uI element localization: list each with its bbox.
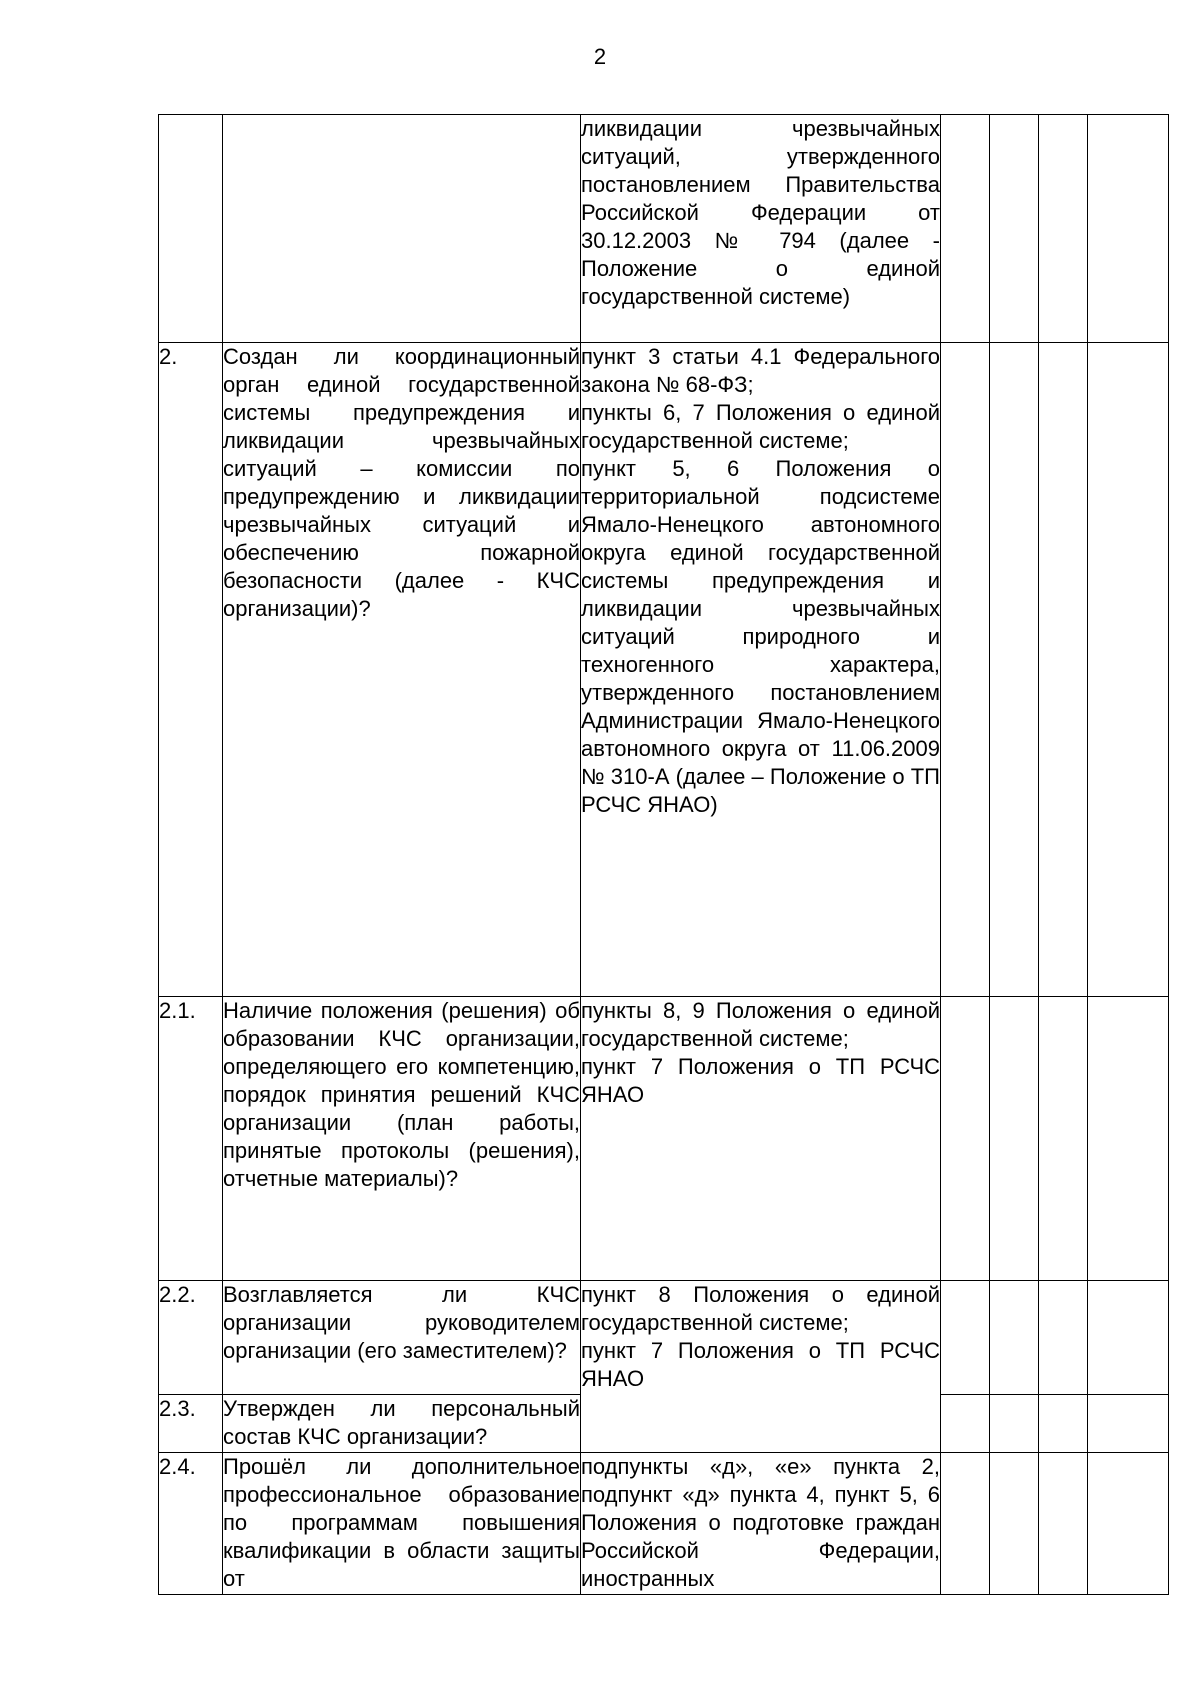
reference-paragraph: пункты 8, 9 Положения о единой государственной системе; [581, 998, 940, 1051]
question-cell: Возглавляется ли КЧС организации руководителем организации (его заместителем)? [223, 1281, 581, 1395]
row-number: 2.4. [159, 1453, 223, 1595]
check-cell [1088, 343, 1169, 997]
table-row [159, 1453, 1169, 1595]
check-cell [1039, 997, 1088, 1281]
question-cell: Прошёл ли дополнительное профессиональное образование по программам повышения квалификации в области защиты от [223, 1453, 581, 1595]
check-cell [990, 997, 1039, 1281]
check-cell [1088, 115, 1169, 343]
reference-paragraph: пункт 7 Положения о ТП РСЧС ЯНАО [581, 1054, 940, 1107]
check-cell [1088, 1281, 1169, 1395]
row-number: 2.1. [159, 997, 223, 1281]
check-cell [990, 115, 1039, 343]
check-cell [941, 1281, 990, 1395]
row-number: 2. [159, 343, 223, 997]
check-cell [1039, 115, 1088, 343]
reference-cell: подпункты «д», «е» пункта 2, подпункт «д» пункта 4, пункт 5, 6 Положения о подготовке граждан Российской Федерации, иностранных [581, 1453, 941, 1595]
question-cell: Наличие положения (решения) об образовании КЧС организации, определяющего его компетенцию, порядок принятия решений КЧС организации (план работы, принятые протоколы (решения), отчетные материалы)? [223, 997, 581, 1281]
check-cell [1039, 1395, 1088, 1453]
check-cell [1088, 997, 1169, 1281]
reference-cell: ликвидации чрезвычайных ситуаций, утвержденного постановлением Правительства Российской Федерации от 30.12.2003 № 794 (далее - Положение о единой государственной системе) [581, 115, 941, 343]
check-cell [1039, 1281, 1088, 1395]
question-cell: Утвержден ли персональный состав КЧС организации? [223, 1395, 581, 1453]
question-cell: Создан ли координационный орган единой государственной системы предупреждения и ликвидации чрезвычайных ситуаций – комиссии по предупреждению и ликвидации чрезвычайных ситуаций и обеспечению пожарной безопасности (далее - КЧС организации)? [223, 343, 581, 997]
check-cell [941, 1395, 990, 1453]
table-row [159, 343, 1169, 997]
reference-paragraph: пункт 8 Положения о единой государственной системе; [581, 1282, 940, 1335]
reference-cell [581, 343, 941, 997]
check-cell [1039, 343, 1088, 997]
row-number: 2.2. [159, 1281, 223, 1395]
requirements-table [158, 114, 1169, 1595]
reference-paragraph: пункты 6, 7 Положения о единой государственной системе; [581, 400, 940, 453]
check-cell [990, 1281, 1039, 1395]
reference-paragraph: пункт 5, 6 Положения о территориальной подсистеме Ямало-Ненецкого автономного округа единой государственной системы предупреждения и ликвидации чрезвычайных ситуаций природного и техногенного характера, утвержденного постановлением Администрации Ямало-Ненецкого автономного округа от 11.06.2009 № 310-А (далее – Положение о ТП РСЧС ЯНАО) [581, 456, 940, 817]
check-cell [1088, 1395, 1169, 1453]
check-cell [941, 115, 990, 343]
table-row [159, 997, 1169, 1281]
check-cell [941, 1453, 990, 1595]
question-cell [223, 115, 581, 343]
check-cell [941, 997, 990, 1281]
reference-paragraph: пункт 7 Положения о ТП РСЧС ЯНАО [581, 1338, 940, 1391]
check-cell [1088, 1453, 1169, 1595]
reference-paragraph: пункт 3 статьи 4.1 Федерального закона № 68-ФЗ; [581, 344, 940, 397]
table-row [159, 115, 1169, 343]
check-cell [990, 1453, 1039, 1595]
check-cell [1039, 1453, 1088, 1595]
check-cell [990, 343, 1039, 997]
row-number: 2.3. [159, 1395, 223, 1453]
table-row [159, 1281, 1169, 1395]
row-number [159, 115, 223, 343]
page-number: 2 [593, 44, 607, 69]
reference-cell [581, 997, 941, 1281]
check-cell [941, 343, 990, 997]
check-cell [990, 1395, 1039, 1453]
reference-cell [581, 1281, 941, 1453]
